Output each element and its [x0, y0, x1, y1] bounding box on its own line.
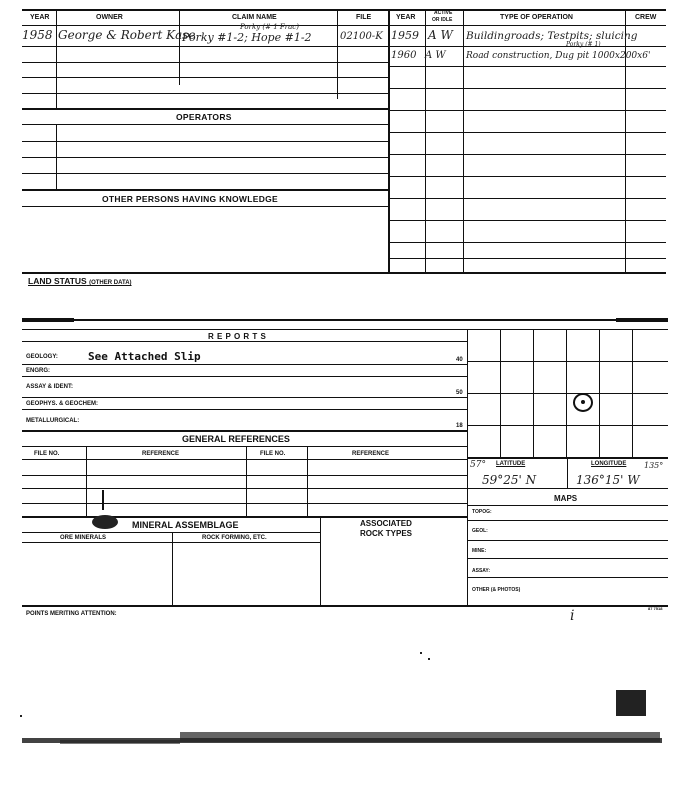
op-status-2: A W — [425, 50, 446, 61]
reports-title: R E P O R T S — [208, 332, 267, 341]
band-smudge — [616, 318, 668, 322]
geophys-label: GEOPHYS. & GEOCHEM: — [26, 401, 99, 407]
ink-mark — [102, 490, 104, 510]
divider — [425, 9, 426, 273]
longitude-value: 136°15' W — [576, 473, 640, 487]
lon-deg-suffix: 135° — [644, 461, 664, 470]
row-line — [390, 88, 666, 89]
row-line — [390, 242, 666, 243]
ref-file-no-1: FILE NO. — [34, 451, 60, 457]
op-type-1: Buildingroads; Testpits; sluicing — [466, 30, 638, 42]
rule — [22, 488, 468, 489]
header-crew: CREW — [635, 14, 657, 21]
scan-streak — [60, 740, 180, 744]
row-line — [22, 206, 388, 207]
rule — [22, 329, 668, 330]
geology-label: GEOLOGY: — [26, 354, 58, 360]
entry-file: 02100-K — [340, 31, 383, 42]
row-line — [390, 46, 666, 47]
row-line — [390, 66, 666, 67]
row-line — [22, 77, 388, 78]
latitude-label: LATITUDE — [496, 461, 526, 467]
rule — [22, 341, 468, 342]
scan-dot — [20, 715, 22, 717]
divider — [307, 446, 308, 516]
row-line — [390, 198, 666, 199]
rule — [468, 577, 668, 578]
lat-deg-prefix: 57° — [470, 460, 486, 470]
top-band — [22, 319, 668, 321]
band-smudge — [22, 318, 74, 322]
scan-dot — [420, 652, 422, 654]
scan-block — [616, 690, 646, 716]
rule — [22, 503, 468, 504]
row-line — [390, 220, 666, 221]
rule — [468, 520, 668, 521]
divider — [337, 9, 338, 99]
divider — [625, 9, 626, 273]
divider — [179, 9, 180, 85]
rule — [22, 25, 666, 26]
divider — [467, 329, 468, 605]
location-marker — [573, 393, 593, 412]
scan-dot — [428, 658, 430, 660]
rule — [22, 430, 468, 432]
header-or-idle: OR IDLE — [432, 17, 453, 23]
rule — [22, 532, 320, 533]
general-references-title: GENERAL REFERENCES — [182, 434, 290, 444]
divider — [463, 9, 464, 273]
entry-claim-note: Porky (# 1 Frac) — [240, 23, 299, 31]
engrg-label: ENGRG: — [26, 368, 50, 374]
ref-file-no-2: FILE NO. — [260, 451, 286, 457]
divider — [246, 446, 247, 516]
op-year-1: 1959 — [391, 29, 419, 42]
rule — [22, 446, 468, 447]
operators-heading: OPERATORS — [176, 112, 232, 122]
op-type-2: Road construction, Dug pit 1000x200x6' — [466, 51, 651, 61]
maps-assay: ASSAY: — [472, 568, 491, 574]
row-line — [22, 189, 388, 191]
maps-mine: MINE: — [472, 548, 487, 554]
rule — [22, 376, 468, 377]
header-owner: OWNER — [96, 14, 123, 21]
row-line — [22, 62, 388, 63]
land-status-heading: LAND STATUS (OTHER DATA) — [28, 276, 132, 286]
maps-topog: TOPOG: — [472, 509, 492, 515]
scan-streak — [180, 732, 660, 742]
header-file: FILE — [356, 14, 372, 21]
row-line — [390, 258, 666, 259]
latitude-value: 59°25' N — [482, 473, 537, 487]
rule — [22, 9, 666, 11]
row-line — [22, 141, 388, 142]
rock-types-label: ROCK TYPES — [360, 529, 413, 538]
rule — [22, 516, 468, 518]
row-line — [390, 154, 666, 155]
row-line — [22, 124, 388, 125]
assay-label: ASSAY & IDENT: — [26, 384, 74, 390]
longitude-label: LONGITUDE — [591, 461, 627, 467]
divider — [388, 9, 390, 274]
associated-label: ASSOCIATED — [360, 519, 412, 528]
maps-geol: GEOL: — [472, 528, 488, 534]
divider — [172, 532, 173, 606]
row-line — [22, 93, 388, 94]
metallurgical-num: 18 — [456, 423, 463, 429]
header-active: ACTIVE — [434, 10, 453, 16]
assay-num: 50 — [456, 390, 463, 396]
maps-other: OTHER (& PHOTOS) — [472, 587, 521, 593]
rock-forming-label: ROCK FORMING, ETC. — [202, 535, 267, 541]
rule — [22, 459, 468, 460]
rule — [22, 542, 320, 543]
rule — [22, 364, 468, 365]
rule — [468, 558, 668, 559]
ref-reference-2: REFERENCE — [352, 451, 390, 457]
divider — [320, 516, 321, 606]
other-persons-heading: OTHER PERSONS HAVING KNOWLEDGE — [102, 194, 279, 204]
ink-blot — [92, 515, 118, 529]
rule — [22, 397, 468, 398]
header-year-2: YEAR — [396, 14, 416, 21]
rule — [22, 605, 668, 607]
mineral-assemblage-title: MINERAL ASSEMBLAGE — [132, 520, 239, 530]
row-line — [22, 157, 388, 158]
geology-value: See Attached Slip — [88, 350, 201, 363]
op-status-1: A W — [428, 28, 453, 42]
pen-mark: i — [570, 608, 575, 624]
divider — [56, 9, 57, 109]
rule — [468, 505, 668, 506]
row-line — [390, 176, 666, 177]
rule — [468, 540, 668, 541]
row-line — [22, 173, 388, 174]
ore-minerals-label: ORE MINERALS — [60, 535, 107, 541]
entry-year: 1958 — [22, 28, 53, 42]
row-line — [22, 108, 388, 110]
ref-reference-1: REFERENCE — [142, 451, 180, 457]
entry-claim-name: Porky #1-2; Hope #1-2 — [182, 31, 312, 44]
header-type-of-operation: TYPE OF OPERATION — [500, 14, 573, 21]
points-meriting-attention: POINTS MERITING ATTENTION: — [26, 611, 117, 617]
row-line — [390, 110, 666, 111]
op-note-2: Porky (# 1) — [566, 41, 601, 48]
maps-title: MAPS — [554, 494, 578, 503]
form-number: 87 7518 — [648, 606, 663, 611]
header-year: YEAR — [30, 14, 50, 21]
rule — [22, 409, 468, 410]
op-year-2: 1960 — [391, 50, 417, 61]
divider — [86, 446, 87, 516]
entry-owner: George & Robert Kase — [58, 28, 196, 42]
row-line — [390, 132, 666, 133]
row-line — [22, 46, 388, 47]
geology-num: 40 — [456, 357, 463, 363]
metallurgical-label: METALLURGICAL: — [26, 418, 80, 424]
divider — [567, 457, 568, 489]
rule — [22, 475, 468, 476]
header-claim-name: CLAIM NAME — [232, 14, 277, 21]
rule — [468, 488, 668, 489]
rule — [22, 272, 666, 274]
